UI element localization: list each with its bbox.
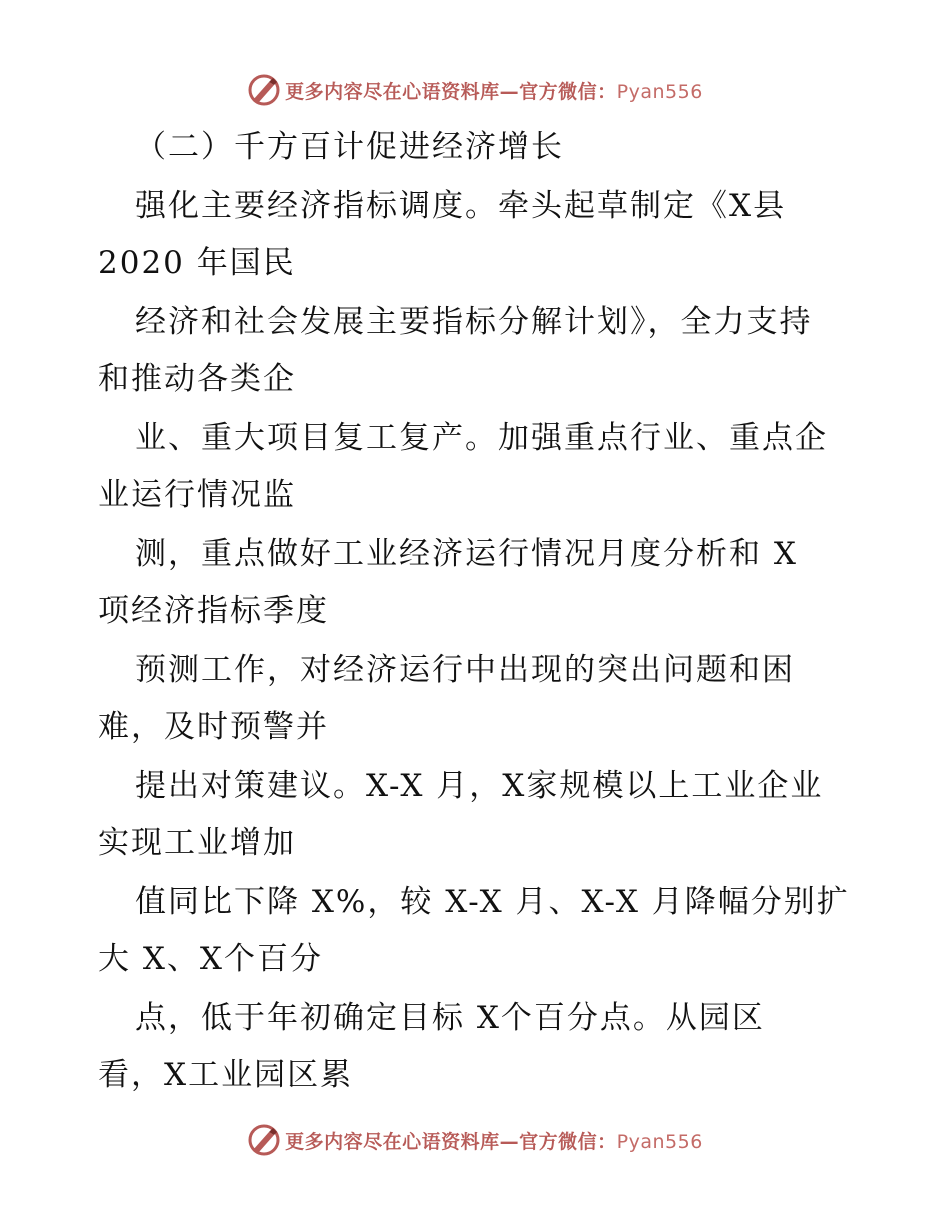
watermark-text: 更多内容尽在心语资料库—官方微信：Pyan556 (285, 80, 703, 103)
paragraph-line: 实现工业增加 (98, 825, 296, 861)
pen-logo-icon (247, 1123, 281, 1157)
paragraph-line: 经济和社会发展主要指标分解计划》，全力支持 (135, 304, 813, 340)
header-watermark (0, 70, 950, 110)
paragraph-line: 值同比下降 X%，较 X-X 月、X-X 月降幅分别扩 (135, 884, 850, 920)
paragraph-line: 和推动各类企 (98, 361, 296, 397)
paragraph-line: 提出对策建议。X-X 月，X家规模以上工业企业 (135, 768, 824, 804)
paragraph-line: 测，重点做好工业经济运行情况月度分析和 X (135, 536, 798, 572)
paragraph-line: 大 X、X个百分 (98, 941, 323, 977)
paragraph-line: 2020 年国民 (98, 245, 296, 281)
pen-logo-icon (247, 73, 281, 107)
paragraph-line: 业运行情况监 (98, 477, 296, 513)
footer-watermark (0, 1120, 950, 1160)
watermark-id: Pyan556 (616, 80, 703, 103)
paragraph-line: 强化主要经济指标调度。牵头起草制定《X县 (135, 188, 787, 224)
watermark-text: 更多内容尽在心语资料库—官方微信：Pyan556 (285, 1130, 703, 1153)
paragraph-line: 难，及时预警并 (98, 709, 329, 745)
paragraph-line: 看，X工业园区累 (98, 1057, 354, 1093)
paragraph-line: 项经济指标季度 (98, 593, 329, 629)
paragraph-line: 预测工作，对经济运行中出现的突出问题和困 (135, 652, 795, 688)
paragraph-line: 业、重大项目复工复产。加强重点行业、重点企 (135, 420, 828, 456)
paragraph-line: 点，低于年初确定目标 X个百分点。从园区 (135, 1000, 765, 1036)
section-heading: （二）千方百计促进经济增长 (135, 129, 564, 165)
watermark-id: Pyan556 (616, 1130, 703, 1153)
